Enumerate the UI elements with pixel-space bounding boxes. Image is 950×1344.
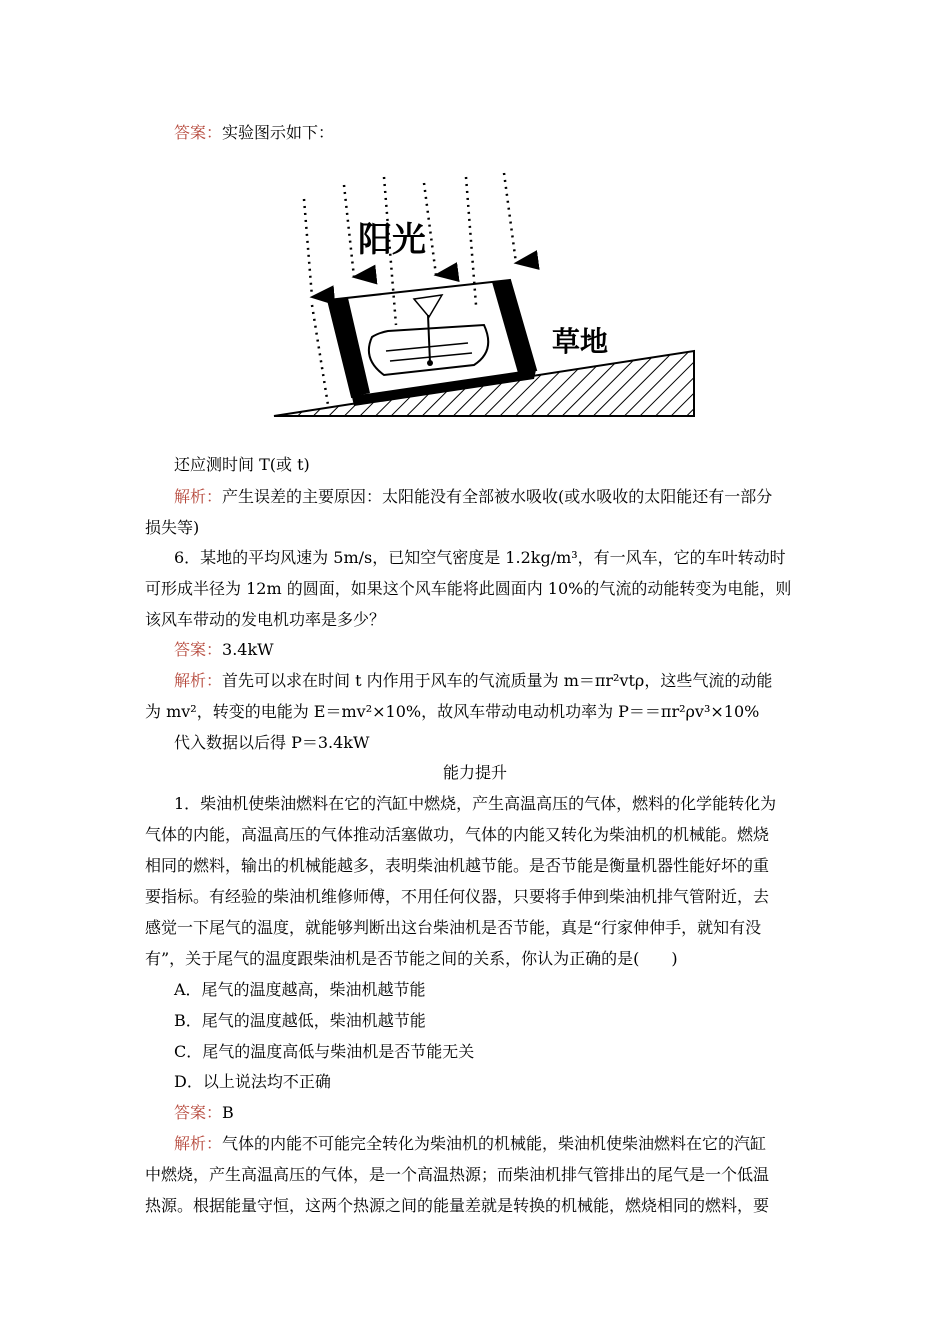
- q6-analysis-line: [174, 671, 772, 691]
- q1-analysis-text-3: 热源。根据能量守恒，这两个热源之间的能量差就是转换的机械能，燃烧相同的燃料，要: [145, 1196, 770, 1215]
- q6-line-1: 6．某地的平均风速为 5m/s，已知空气密度是 1.2kg/m³，有一风车，它的车叶转动时: [174, 548, 786, 567]
- q6-line-2: 可形成半径为 12m 的圆面，如果这个风车能将此圆面内 10%的气流的动能转变为电能，则: [145, 579, 792, 598]
- q1-answer-text: B: [222, 1103, 234, 1122]
- analysis-line: [174, 487, 772, 507]
- q6-answer-text: 3.4kW: [222, 640, 274, 659]
- q1-analysis-line: [174, 1134, 766, 1154]
- q1-option-a: A．尾气的温度越高，柴油机越节能: [174, 980, 426, 999]
- q1-analysis-text-1: 气体的内能不可能完全转化为柴油机的机械能，柴油机使柴油燃料在它的汽缸: [222, 1134, 767, 1153]
- analysis-text-1: 产生误差的主要原因：太阳能没有全部被水吸收(或水吸收的太阳能还有一部分: [222, 487, 773, 506]
- q6-line-3: 该风车带动的发电机功率是多少？: [145, 610, 386, 629]
- q6-answer-label: 答案：: [174, 640, 223, 659]
- q1-answer-label: 答案：: [174, 1103, 223, 1122]
- q1-line-3: 相同的燃料，输出的机械能越多，表明柴油机越节能。是否节能是衡量机器性能好坏的重: [145, 856, 770, 875]
- analysis-text-2: 损失等): [145, 518, 200, 537]
- experiment-diagram: [268, 165, 700, 421]
- analysis-label: 解析：: [174, 487, 223, 506]
- q6-analysis-text-1: 首先可以求在时间 t 内作用于风车的气流质量为 m＝πr²vtρ，这些气流的动能: [222, 671, 773, 690]
- q1-line-1: 1．柴油机使柴油燃料在它的汽缸中燃烧，产生高温高压的气体，燃料的化学能转化为: [174, 794, 777, 813]
- q1-line-5: 感觉一下尾气的温度，就能够判断出这台柴油机是否节能，真是“行家伸伸手，就知有没: [145, 918, 762, 937]
- q1-line-4: 要指标。有经验的柴油机维修师傅，不用任何仪器，只要将手伸到柴油机排气管附近，去: [145, 887, 770, 906]
- answer-line: [174, 123, 334, 143]
- answer-text: 实验图示如下：: [222, 123, 335, 142]
- section-title: 能力提升: [442, 763, 507, 782]
- q6-result-line: 代入数据以后得 P＝3.4kW: [174, 733, 370, 752]
- q6-analysis-label: 解析：: [174, 671, 223, 690]
- q1-analysis-label: 解析：: [174, 1134, 223, 1153]
- q1-option-d: D．以上说法均不正确: [174, 1072, 331, 1091]
- q1-answer-line: [174, 1103, 234, 1123]
- q1-option-c: C．尾气的温度高低与柴油机是否节能无关: [174, 1042, 475, 1061]
- q1-line-2: 气体的内能，高温高压的气体推动活塞做功，气体的内能又转化为柴油机的机械能。燃烧: [145, 825, 770, 844]
- q6-answer-line: [174, 640, 274, 660]
- q1-analysis-text-2: 中燃烧，产生高温高压的气体，是一个高温热源；而柴油机排气管排出的尾气是一个低温: [145, 1165, 770, 1184]
- sunlight-label: 阳光: [358, 220, 426, 260]
- grass-label: 草地: [552, 325, 609, 358]
- answer-label: 答案：: [174, 123, 223, 142]
- q1-option-b: B．尾气的温度越低，柴油机越节能: [174, 1011, 426, 1030]
- q1-line-6: 有”，关于尾气的温度跟柴油机是否节能之间的关系，你认为正确的是( ): [145, 949, 678, 968]
- also-measure-line: 还应测时间 T(或 t): [174, 455, 310, 474]
- q6-analysis-text-2: 为 mv²，转变的电能为 E＝mv²×10%，故风车带动电动机功率为 P＝＝πr²ρv³×10%: [145, 702, 760, 721]
